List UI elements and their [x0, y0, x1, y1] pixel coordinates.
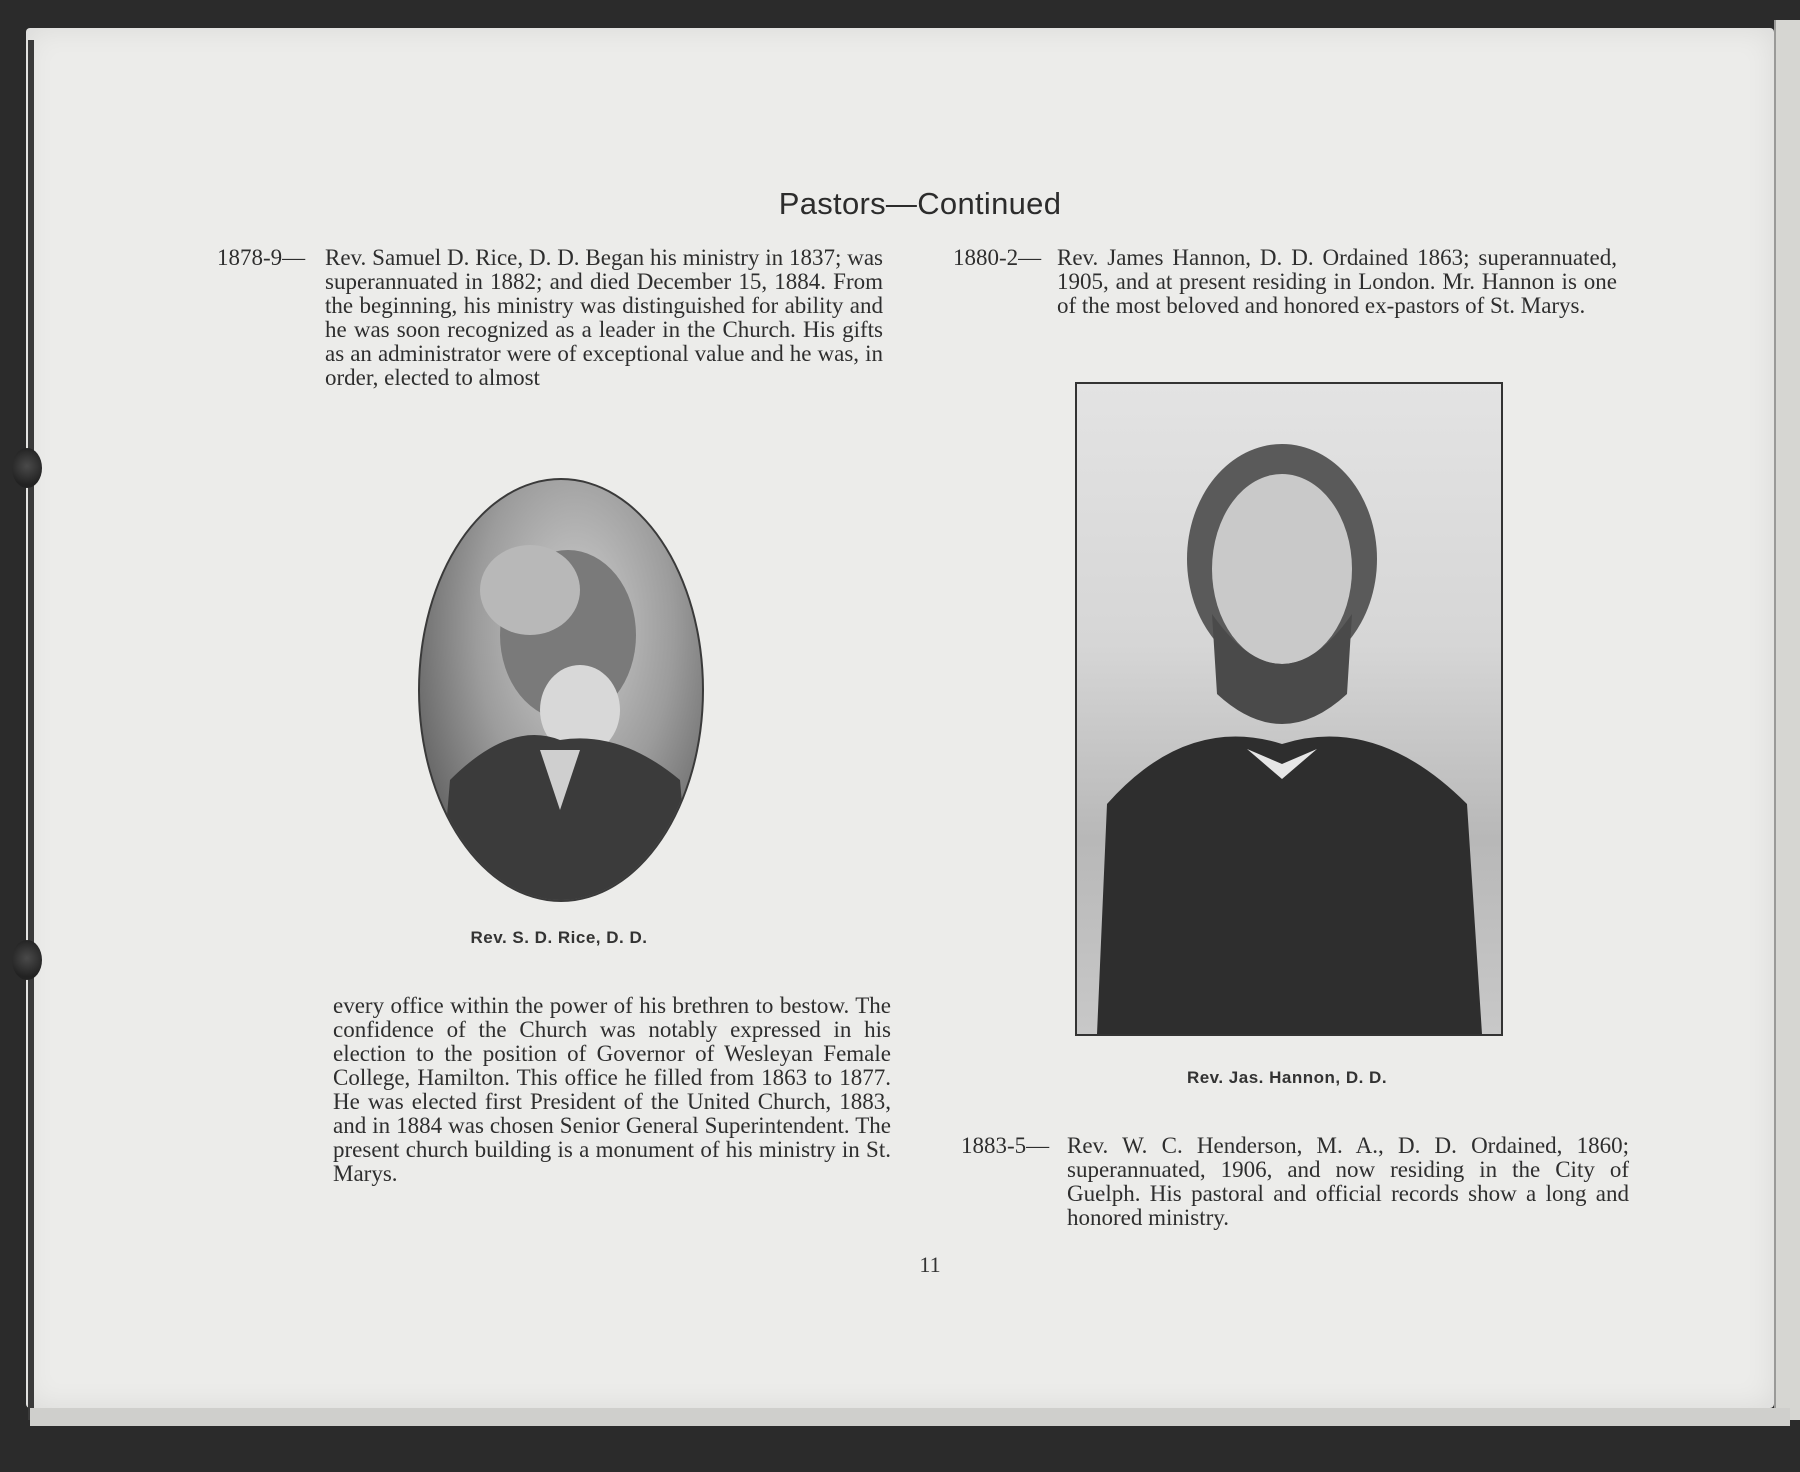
page-edge [1774, 20, 1800, 1420]
henderson-text: Rev. W. C. Henderson, M. A., D. D. Ordained, 1860; superannuated, 1906, and now residing in the City of Guelph. His pastoral and official records show a long and honored ministry. [1067, 1133, 1629, 1230]
rice-text: Rev. Samuel D. Rice, D. D. Began his ministry in 1837; was superannuated in 1882; and died December 15, 1884. From the beginning, his ministry was distinguished for ability and he was soon recognized as a leader in the Church. His gifts as an administrator were of exceptional value and he was, in order, elected to almost [325, 245, 883, 390]
hannon-portrait-figure [1077, 384, 1501, 1034]
rice-year: 1878-9— [217, 245, 306, 270]
henderson-entry [961, 1133, 1629, 1230]
hannon-text: Rev. James Hannon, D. D. Ordained 1863; superannuated, 1905, and at present residing in London. Mr. Hannon is one of the most beloved and honored ex-pastors of St. Marys. [1057, 245, 1617, 318]
binding-rivet-bottom [12, 940, 42, 980]
rice-portrait-figure [420, 480, 702, 900]
rice-portrait [418, 478, 704, 902]
binding-rivet-top [12, 448, 42, 488]
book-binding [28, 40, 34, 1420]
hannon-caption: Rev. Jas. Hannon, D. D. [1186, 1068, 1388, 1087]
page-bottom-edge [30, 1408, 1790, 1426]
rice-entry [217, 245, 883, 390]
hannon-year: 1880-2— [953, 245, 1042, 270]
hannon-entry [953, 245, 1617, 318]
page-heading: Pastors—Continued [778, 186, 1062, 221]
rice-continuation: every office within the power of his brethren to bestow. The confidence of the Church was notably expressed in his election to the position of Governor of Wesleyan Female College, Hamilton. This office he filled from 1863 to 1877. He was elected first President of the United Church, 1883, and in 1884 was chosen Senior General Superintendent. The present church building is a monument of his ministry in St. Marys. [333, 993, 891, 1186]
page-number: 11 [919, 1252, 941, 1277]
rice-caption: Rev. S. D. Rice, D. D. [470, 928, 648, 947]
hannon-portrait [1075, 382, 1503, 1036]
henderson-year: 1883-5— [961, 1133, 1050, 1158]
